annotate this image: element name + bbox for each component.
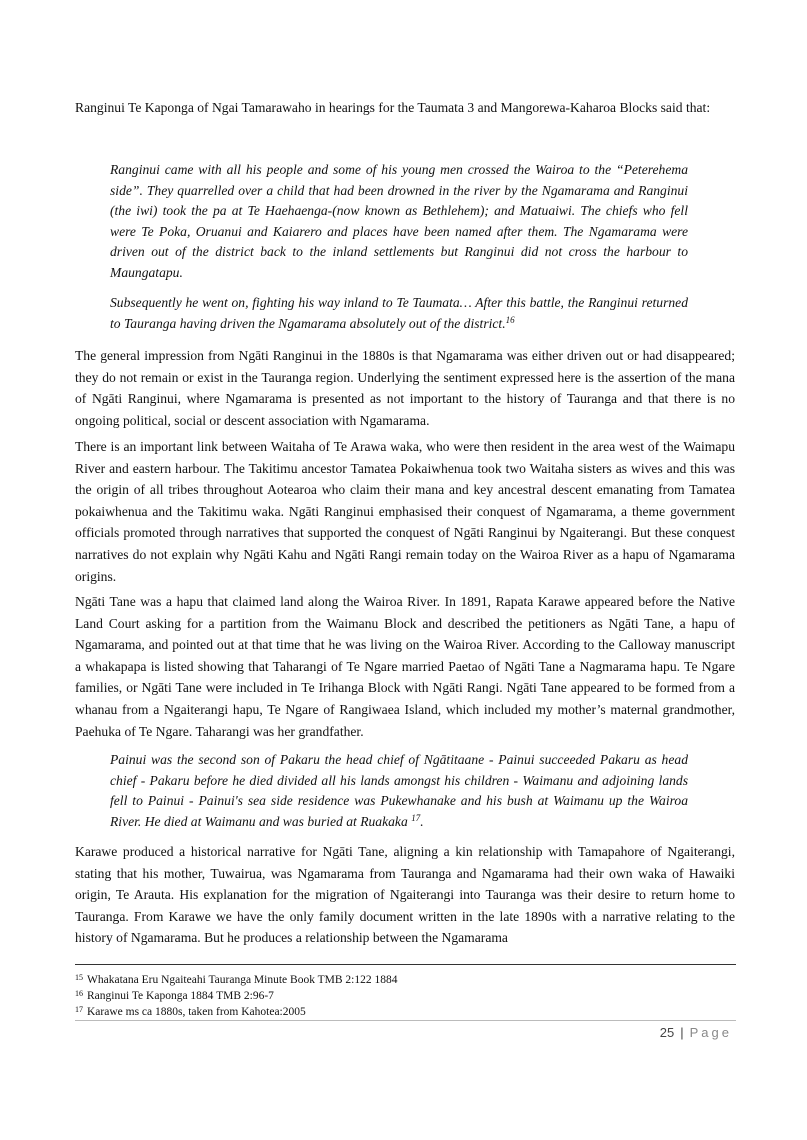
paragraph-ngati-tane: Ngāti Tane was a hapu that claimed land along the Wairoa River. In 1891, Rapata Karawe appeared before the Native Land Court asking for a partition from the Waimanu Block and described the petitioners as Ngāti Tane, a hapu of Ngamarama, and pointed out at that time that he was living on the Wairoa River. According to the Calloway manuscript a whakapapa is listed showing that Taharangi of Te Ngare married Paetao of Ngāti Tane a Nagmarama hapu. Te Ngare families, or Ngāti Tane were included in Te Irihanga Block with Ngāti Rangi. Ngāti Tane appeared to be formed from a whanau from a Ngaiterangi hapu, Te Ngare of Rangiwaea Island, which included my mother’s maternal grandmother, Paehuka of Te Ngare. Taharangi was her grandfather.	[75, 594, 735, 739]
page-footer-rule	[75, 1020, 736, 1021]
footnote-ref-17[interactable]: 17	[411, 812, 421, 823]
intro-paragraph: Ranginui Te Kaponga of Ngai Tamarawaho in hearings for the Taumata 3 and Mangorewa-Kaharoa Blocks said that:	[75, 100, 711, 115]
page-label: Page	[689, 1025, 732, 1040]
quote-block-painui	[110, 750, 688, 832]
quote-painui-end: .	[420, 813, 424, 829]
footnote-text: Ranginui Te Kaponga 1884 TMB 2:96-7	[87, 990, 274, 1002]
footnote-text: Karawe ms ca 1880s, taken from Kahotea:2005	[87, 1006, 306, 1018]
page-separator: |	[680, 1025, 684, 1040]
footnote-text: Whakatana Eru Ngaiteahi Tauranga Minute Book TMB 2:122 1884	[87, 974, 398, 986]
quote-block-2-text: Subsequently he went on, fighting his way inland to Te Taumata… After this battle, the Ranginui returned to Tauranga having driven the Ngamarama absolutely out of the district.	[110, 295, 688, 331]
footnote-ref-16[interactable]: 16	[505, 315, 515, 325]
footnote-17	[75, 1002, 735, 1020]
quote-block-1: Ranginui came with all his people and some of his young men crossed the Wairoa to the “Peterehema side”. They quarrelled over a child that had been drowned in the river by the Ngamarama and Ranginui (the iwi) took the pa at Te Haehaenga-(now known as Bethlehem); and Matuaiwi. The chiefs who fell were Te Poka, Oruanui and Kaiarero and places have been named after them. The Ngamarama were driven out of the district back to the inland settlements but Ranginui did not cross the harbour to Maungatapu.	[110, 162, 688, 280]
footnote-number: 15	[75, 973, 83, 982]
quote-painui-text: Painui was the second son of Pakaru the head chief of Ngātitaane - Painui succeeded Pakaru as head chief - Pakaru before he died divided all his lands amongst his children - Waimanu and adjoining lands fell to Painui - Painui's sea side residence was Pukewhanake and his bush at Waimanu up the Wairoa River. He died at Waimanu and was buried at Ruakaka	[110, 752, 688, 829]
paragraph-karawe: Karawe produced a historical narrative for Ngāti Tane, aligning a kin relationship with Tamapahore of Ngaiterangi, stating that his mother, Tuwairua, was Ngamarama from Tauranga and Ngamarama had their own waka of Hawaiki origin, Te Arauta. His explanation for the migration of Ngaiterangi into Tauranga was their desire to return home to Tauranga. From Karawe we have the only family document written in the late 1890s with a narrative relating to the history of Ngamarama. But he produces a relationship between the Ngamarama	[75, 844, 735, 946]
footnote-separator	[75, 964, 736, 965]
footnote-number: 16	[75, 989, 83, 998]
page-footer	[660, 1025, 732, 1040]
page-number: 25	[659, 1025, 675, 1040]
paragraph-general-impression: The general impression from Ngāti Ranginui in the 1880s is that Ngamarama was either driven out or had disappeared; they do not remain or exist in the Tauranga region. Underlying the sentiment expressed here is the assertion of the mana of Ngāti Ranginui, where Ngamarama is presented as not important to the history of Tauranga and that there is no ongoing political, social or descent association with Ngamarama.	[75, 348, 735, 428]
paragraph-waitaha-link: There is an important link between Waitaha of Te Arawa waka, who were then resident in the area west of the Waimapu River and eastern harbour. The Takitimu ancestor Tamatea Pokaiwhenua took two Waitaha sisters as wives and this was the origin of all tribes throughout Aotearoa who claim their mana and key ancestral descent emanating from Tamatea pokaiwhenua and the Takitimu waka. Ngāti Ranginui emphasised their conquest of Ngamarama, a theme government officials promoted through narratives that supported the conquest of Ngāti Ranginui by Ngaiterangi. But these conquest narratives do not explain why Ngāti Kahu and Ngāti Rangi remain today on the Wairoa River as a hapu of Ngamarama origins.	[75, 439, 735, 584]
quote-block-2	[110, 292, 688, 334]
footnote-number: 17	[75, 1005, 83, 1014]
